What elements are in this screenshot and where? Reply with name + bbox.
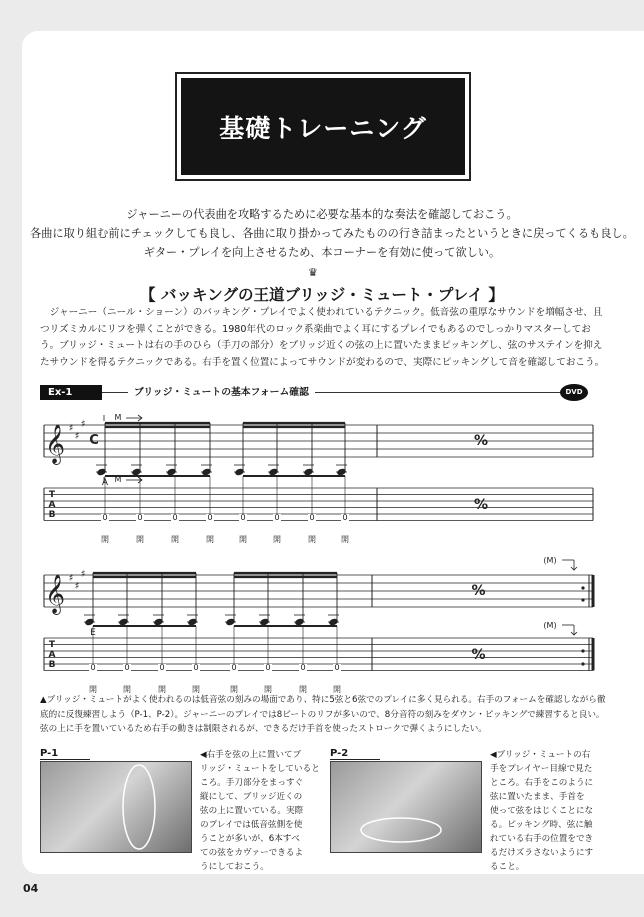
- picking-mark: 開: [230, 685, 238, 694]
- intro-line: ジャーニーの代表曲を攻略するために必要な基本的な奏法を確認しておこう。: [126, 208, 518, 221]
- caption-text: [40, 693, 610, 737]
- picking-mark: 開: [206, 535, 214, 544]
- picking-mark: 開: [171, 535, 179, 544]
- note-line: ころ。手刀部分をまっすぐ: [200, 778, 304, 788]
- picking-mark: 開: [308, 535, 316, 544]
- tab-fret-number: 0: [137, 513, 143, 522]
- tab-fret-number: 0: [207, 513, 213, 522]
- tab-letter: B: [48, 660, 56, 670]
- chord-name: E: [90, 628, 96, 638]
- body-line: う。ブリッジ・ミュートは右の手のひら（手刀の部分）をブリッジ近くの弦の上に置いたままピッキングし、弦のサステインを抑え: [40, 340, 603, 351]
- intro-line: 各曲に取り組む前にチェックしても良し、各曲に取り掛かってみたものの行き詰まったというときに戻ってくるも良し。: [30, 227, 634, 240]
- note-line: 弦の上に置いている。実際: [200, 806, 304, 816]
- sharp: ♯: [80, 569, 86, 580]
- note-line: ◀右手を弦の上に置いてブ: [200, 750, 302, 760]
- caption-line: ▲ブリッジ・ミュートがよく使われるのは低音弦の刻みの場面であり、特に5弦と6弦でのプレイに多く見られる。右手のフォームを確認しながら徹: [40, 695, 606, 705]
- body-line: ジャーニー（ニール・ショーン）のバッキング・プレイでよく使われているテクニック。低音弦の重厚なサウンドを増幅させ、且: [49, 307, 603, 318]
- sharp: ♯: [74, 581, 80, 592]
- tab-fret-number: 0: [342, 513, 348, 522]
- tab-letter: B: [48, 510, 56, 520]
- repeat-sign: %: [473, 497, 489, 513]
- tab-fret-number: 0: [274, 513, 280, 522]
- tab-fret-number: 0: [300, 663, 306, 672]
- tab-fret-number: 0: [265, 663, 271, 672]
- mute-mark: M: [114, 413, 122, 422]
- photo-tag: P-1: [40, 748, 90, 760]
- body-line: たサウンドを得るテクニックである。右手を置く位置によってサウンドが変わるので、実際にピッキングして音を確認しておこう。: [40, 356, 605, 368]
- tab-fret-number: 0: [159, 663, 165, 672]
- picking-mark: 開: [101, 535, 109, 544]
- page-number: 04: [23, 882, 39, 895]
- note-line: る。ピッキング時、弦に触: [490, 820, 593, 830]
- tab-letter: T: [48, 490, 56, 500]
- photo-p1: [40, 761, 192, 853]
- tab-letter: A: [48, 500, 56, 510]
- tab-fret-number: 0: [102, 513, 108, 522]
- picking-mark: 開: [158, 685, 166, 694]
- note-line: 縦にして、ブリッジ近くの: [200, 792, 303, 802]
- mute-return-mark: (M): [543, 621, 557, 630]
- note-line: れている右手の位置をでき: [490, 834, 594, 844]
- picking-mark: 開: [239, 535, 247, 544]
- sharp: ♯: [80, 419, 86, 430]
- mute-return-arrow: [571, 625, 577, 635]
- picking-mark: 開: [299, 685, 307, 694]
- photo-tag: P-2: [330, 748, 380, 760]
- tab-letter: T: [48, 640, 56, 650]
- repeat-dot: [581, 598, 584, 601]
- caption-line: 底的に反復練習しよう（P-1、P-2）。ジャーニーのプレイでは8ビートのリフが多いので、8分音符の刻みをダウン・ピッキングで練習すると良い。: [40, 709, 605, 720]
- repeat-sign: %: [471, 583, 486, 599]
- note-line: るだけズラさないようにす: [490, 848, 594, 858]
- sharp: ♯: [74, 431, 80, 442]
- picking-mark: 開: [273, 535, 281, 544]
- note-line: 手をプレイヤー目線で見た: [490, 764, 593, 774]
- repeat-sign: %: [473, 433, 489, 449]
- intro-line: ギター・プレイを向上させるため、本コーナーを有効に使って欲しい。: [143, 246, 501, 259]
- tab-fret-number: 0: [90, 663, 96, 672]
- picking-mark: 開: [123, 685, 131, 694]
- section-title: 【 バッキングの王道ブリッジ・ミュート・プレイ 】: [140, 286, 504, 304]
- treble-clef: 𝄞: [44, 424, 66, 464]
- chord-name: A: [101, 478, 109, 488]
- picking-mark: 開: [333, 685, 341, 694]
- time-signature: C: [89, 433, 99, 448]
- note-line: ◀ブリッジ・ミュートの右: [490, 750, 591, 760]
- caption-line: 弦の上に手を置いているため右手の動きは制限されるが、できるだけ手首を使ったストロークで弾くようにしたい。: [40, 724, 487, 734]
- photo-p2: [330, 761, 482, 853]
- note-line: リッジ・ミュートをしていると: [200, 764, 320, 774]
- tab-fret-number: 0: [124, 663, 130, 672]
- picking-mark: 開: [89, 685, 97, 694]
- note-line: ること。: [490, 862, 525, 872]
- photo-note: [200, 748, 320, 874]
- picking-mark: 開: [341, 535, 349, 544]
- mute-return-mark: (M): [543, 556, 557, 565]
- tab-letter: A: [48, 650, 56, 660]
- picking-mark: 開: [264, 685, 272, 694]
- tab-fret-number: 0: [309, 513, 315, 522]
- note-line: 使って弦をはじくことにな: [490, 806, 594, 816]
- note-line: うにしておこう。: [200, 862, 269, 872]
- tab-fret-number: 0: [172, 513, 178, 522]
- picking-mark: 開: [136, 535, 144, 544]
- tab-fret-number: 0: [240, 513, 246, 522]
- photo-note: [490, 748, 593, 874]
- page-title: 基礎トレーニング: [181, 78, 465, 175]
- tab-fret-number: 0: [193, 663, 199, 672]
- repeat-dot: [581, 649, 584, 652]
- note-line: うことが多いが、6本すべ: [200, 834, 300, 844]
- tab-fret-number: 0: [334, 663, 340, 672]
- note-line: ての弦をカヴァーできるよ: [200, 848, 304, 858]
- repeat-dot: [581, 662, 584, 665]
- dvd-icon[interactable]: DVD: [560, 384, 588, 401]
- repeat-sign: %: [471, 647, 486, 663]
- note-line: のプレイでは低音弦側を使: [200, 820, 303, 830]
- sharp: ♯: [68, 573, 74, 584]
- treble-clef: 𝄞: [44, 574, 66, 614]
- note-line: ところ。右手をこのように: [490, 778, 594, 788]
- mute-return-arrow: [571, 560, 577, 570]
- note-line: 弦に置いたまま、手首を: [490, 792, 585, 802]
- example-title: ブリッジ・ミュートの基本フォーム確認: [128, 385, 315, 400]
- tab-fret-number: 0: [231, 663, 237, 672]
- repeat-dot: [581, 586, 584, 589]
- example-label: Ex-1: [40, 385, 102, 400]
- body-line: つリズミカルにリフを弾くことができる。1980年代のロック系楽曲でよく耳にするプレイでもあるのでしっかりマスターしてお: [40, 323, 591, 335]
- mute-mark: M: [114, 475, 122, 484]
- crown-icon: ♛: [308, 266, 318, 279]
- sharp: ♯: [68, 423, 74, 434]
- picking-mark: 開: [192, 685, 200, 694]
